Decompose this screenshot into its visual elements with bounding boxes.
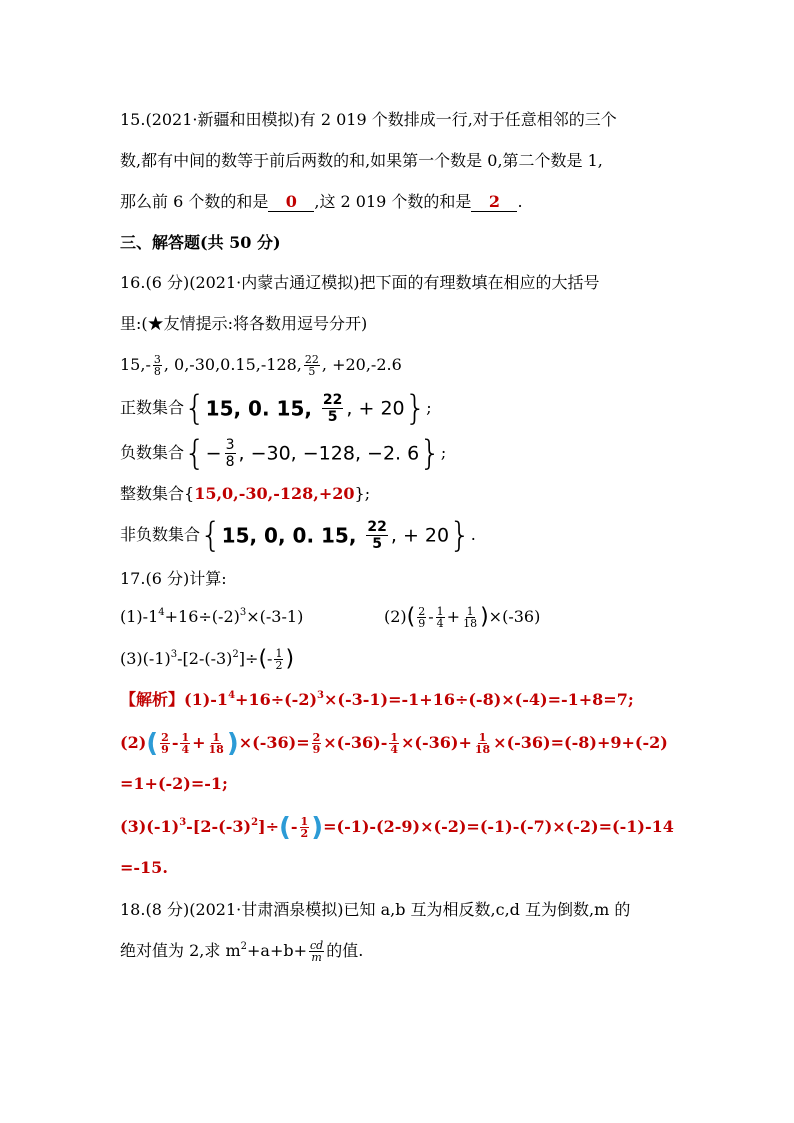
integer-set-row: [120, 484, 370, 504]
q17-part2: (2)( $\frac{2}{9}$ - $\frac{1}{4}$ + $\frac{1}{18}$ )×(-36): [384, 604, 541, 630]
integer-set-values: 15,0,-30,-128,+20: [194, 484, 355, 503]
fraction: $\frac{22}{5}$: [367, 519, 387, 552]
left-brace-icon: {: [184, 433, 206, 474]
q15-answer-blank-1: 0: [268, 193, 314, 212]
nonnegative-set-values-tail: , + 20: [390, 524, 450, 547]
fraction: $\frac{2}{9}$: [161, 731, 169, 756]
right-brace-icon: }: [404, 388, 427, 429]
fraction: $\frac{1}{18}$: [474, 731, 491, 756]
left-brace-icon: {: [184, 388, 206, 429]
list-text-c: , +20,-2.6: [321, 355, 402, 374]
solution-part3-line2: =-15.: [120, 858, 168, 877]
fraction: $\frac{1}{4}$: [436, 605, 444, 630]
semicolon: ;: [440, 443, 447, 462]
fraction: $\frac{2}{9}$: [418, 605, 426, 630]
right-brace-icon: }: [419, 433, 441, 474]
negative-set-values: , −30, −128, −2. 6: [238, 442, 420, 465]
list-text-b: , 0,-30,0.15,-128,: [163, 355, 302, 374]
nonnegative-set-label: 非负数集合: [120, 525, 201, 544]
right-paren: ): [226, 728, 239, 759]
positive-set-values-tail: , + 20: [346, 397, 405, 420]
semicolon: ;: [426, 398, 432, 417]
period: .: [470, 525, 476, 544]
q15-line3: [120, 192, 523, 212]
left-paren: (: [279, 812, 291, 843]
fraction: $\frac{1}{4}$: [390, 731, 398, 756]
left-paren: (: [406, 604, 416, 630]
semicolon: ;: [364, 484, 371, 503]
q16-line2: 里:(★友情提示:将各数用逗号分开): [120, 314, 368, 333]
fraction: $\frac{1}{2}$: [275, 647, 283, 672]
solution-part1: 【解析】$(1)-1^4+16\div(-2)^3\times(-3-1)=-1+16\div(-8)\times(-4)=-1+8=7$;: [120, 690, 634, 709]
right-paren: ): [480, 604, 489, 630]
negative-set-row: [120, 430, 446, 477]
fraction: $\frac{3}{8}$: [225, 437, 235, 470]
fraction: $\frac{1}{4}$: [181, 731, 190, 756]
q18-line1: 18.(8 分)(2021·甘肃酒泉模拟)已知 a,b 互为相反数,c,d 互为倒数,m 的: [120, 900, 631, 919]
fraction: $\frac{22}{5}$: [304, 353, 319, 378]
left-paren: (: [146, 728, 159, 759]
left-brace-icon: {: [200, 515, 222, 556]
solution-label: 【解析】: [120, 690, 185, 709]
q16-line1: 16.(6 分)(2021·内蒙古通辽模拟)把下面的有理数填在相应的大括号: [120, 273, 600, 292]
q15-text-a: 那么前 6 个数的和是: [120, 192, 269, 211]
right-paren: ): [311, 812, 324, 843]
q18-line2: 绝对值为 2,求 $m^2+a+b+$ $\frac{cd}{m}$ 的值.: [120, 939, 364, 964]
positive-set-label: 正数集合: [120, 398, 185, 417]
fraction: $\frac{1}{2}$: [300, 815, 309, 840]
q15-text-c: .: [517, 192, 523, 211]
q15-line2: 数,都有中间的数等于前后两数的和,如果第一个数是 0,第二个数是 1,: [120, 151, 603, 170]
fraction: $\frac{2}{9}$: [312, 731, 321, 756]
right-brace: }: [354, 484, 365, 503]
solution-part2: (2)( $\frac{2}{9}$ - $\frac{1}{4}$ + $\frac{1}{18}$ )×(-36)= $\frac{2}{9}$ ×(-36)- $\frac{1}{4}$ ×(-36)+ $\frac{1}{18}$ ×(-36)=(-8)+9+(-2): [120, 728, 668, 759]
negative-sign: −: [205, 442, 222, 465]
q17-part3: $(3)(-1)^3-[2-(-3)^2]\div(-$ $\frac{1}{2}$ ): [120, 646, 295, 672]
q17-part1: $(1)-1^4+16\div(-2)^3\times(-3-1)$: [120, 607, 304, 626]
q15-line1: 15.(2021·新疆和田模拟)有 2 019 个数排成一行,对于任意相邻的三个: [120, 110, 617, 129]
positive-set-row: [120, 385, 432, 432]
right-paren: ): [285, 646, 295, 672]
q15-text-b: ,这 2 019 个数的和是: [314, 192, 472, 211]
integer-set-label: 整数集合: [120, 484, 185, 503]
nonnegative-set-row: [120, 512, 476, 559]
fraction: $\frac{cd}{m}$: [310, 939, 324, 964]
solution-part3: $(3)(-1)^3-[2-(-3)^2]\div(-$ $\frac{1}{2}$ )=(-1)-(2-9)×(-2)=(-1)-(-7)×(-2)=(-1)-14: [120, 812, 674, 843]
solution-part2-line2: =1+(-2)=-1;: [120, 774, 228, 793]
left-brace: {: [184, 484, 195, 503]
q15-answer-blank-2: 2: [471, 193, 517, 212]
section-heading: 三、解答题(共 50 分): [120, 233, 281, 252]
right-brace-icon: }: [449, 515, 471, 556]
fraction: $\frac{1}{18}$: [208, 731, 224, 756]
positive-set-values: 15, 0. 15,: [205, 396, 319, 421]
q17-title: 17.(6 分)计算:: [120, 569, 227, 588]
fraction: $\frac{1}{18}$: [463, 605, 478, 630]
fraction: $\frac{3}{8}$: [153, 353, 161, 378]
left-paren: (: [258, 646, 268, 672]
fraction: $\frac{22}{5}$: [322, 392, 343, 425]
list-text-a: 15,-: [120, 355, 151, 374]
negative-set-label: 负数集合: [120, 443, 185, 462]
q16-number-list: [120, 348, 402, 382]
nonnegative-set-values: 15, 0, 0. 15,: [221, 523, 364, 548]
